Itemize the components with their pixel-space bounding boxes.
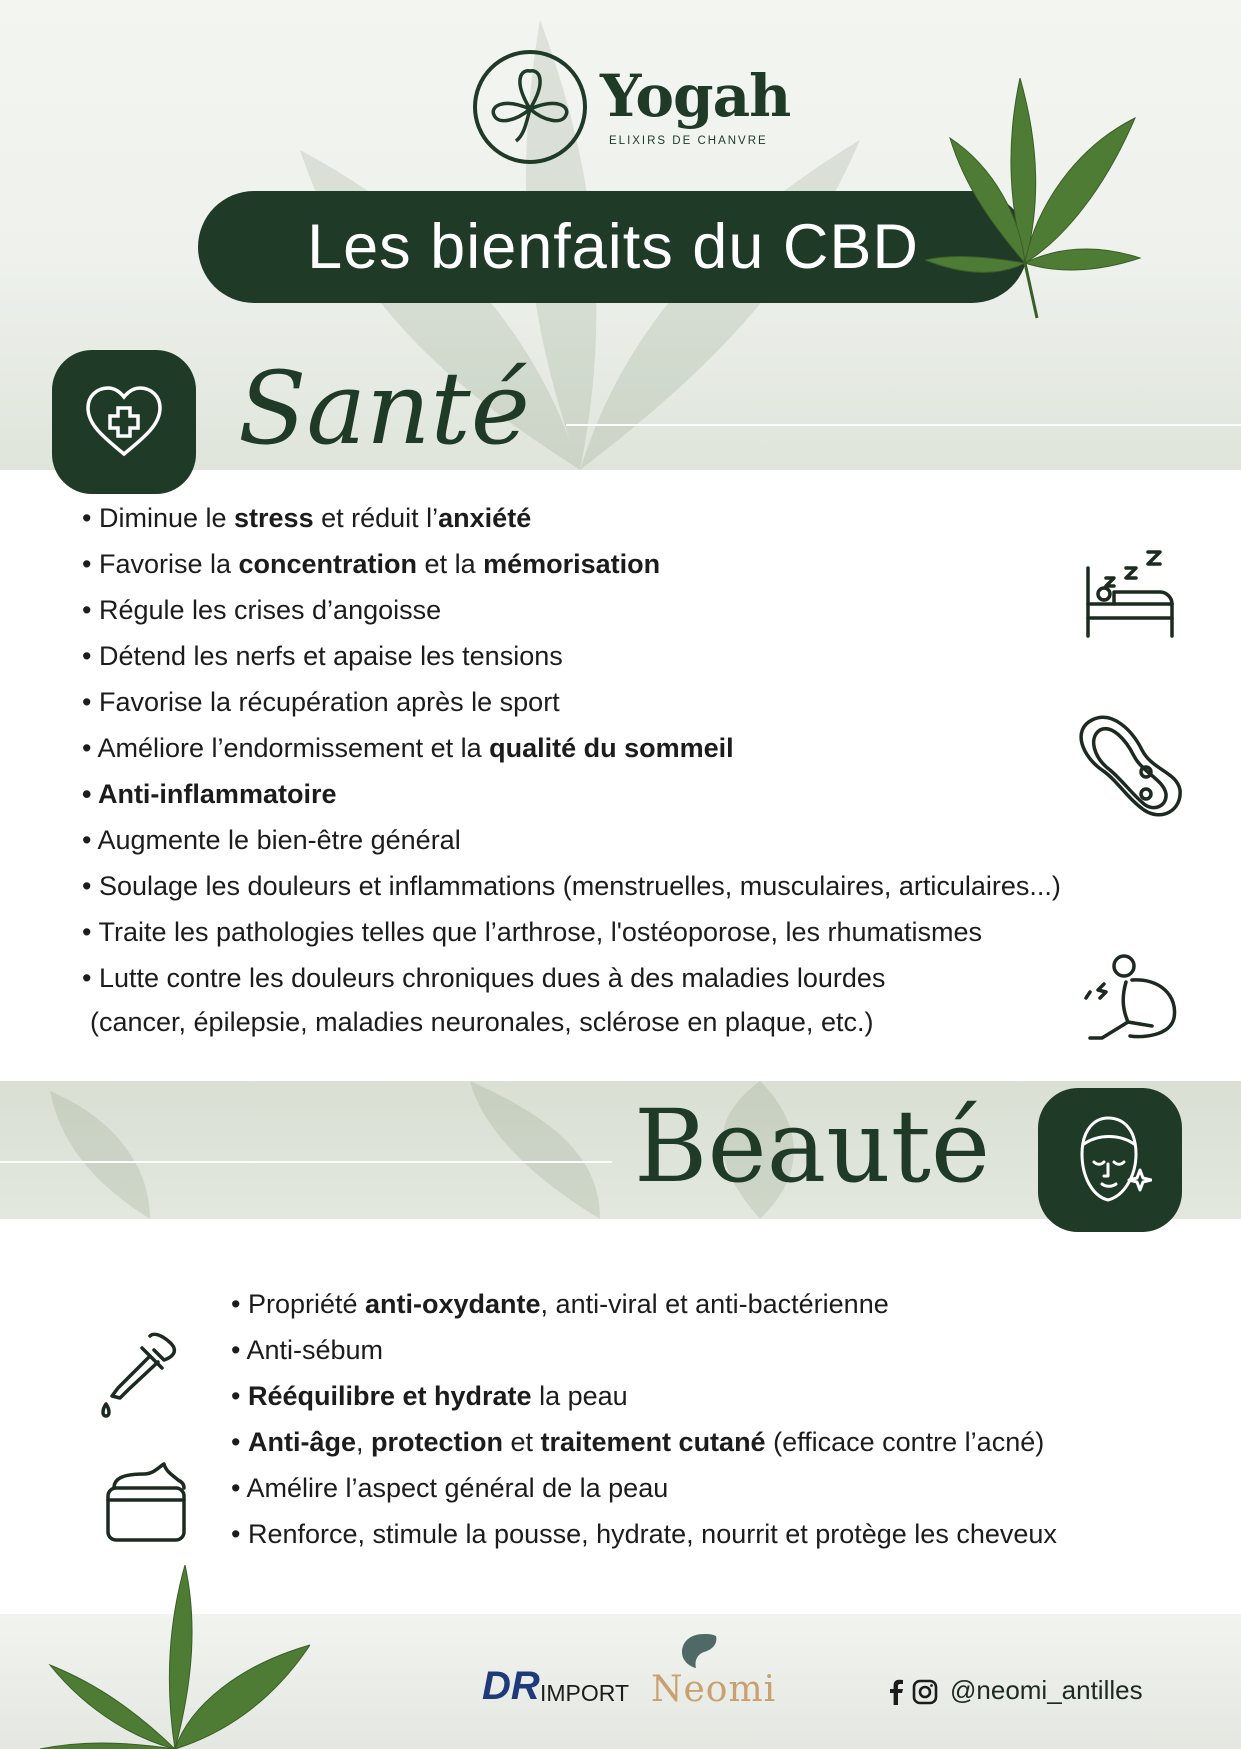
list-item-text: la peau (531, 1381, 628, 1411)
social-handle[interactable]: @neomi_antilles (950, 1675, 1143, 1705)
list-item-text: • Amélire l’aspect général de la peau (231, 1473, 669, 1503)
list-item-text: qualité du sommeil (489, 733, 734, 763)
list-item-text: • Traite les pathologies telles que l’arthrose, l'ostéoporose, les rhumatismes (82, 917, 983, 947)
list-item-text: • Anti-inflammatoire (82, 779, 337, 809)
beaute-divider (0, 1161, 612, 1163)
yogah-logo-icon (472, 49, 588, 165)
sleep-bed-icon (1082, 548, 1178, 638)
list-item-text: protection (370, 1427, 503, 1457)
sanitary-pad-icon (1072, 710, 1184, 822)
list-item (82, 863, 1061, 909)
list-item (231, 1465, 1057, 1511)
list-item-text: mémorisation (483, 549, 661, 579)
sante-divider (566, 424, 1241, 426)
list-item-text: • Améliore l’endormissement et la (82, 733, 490, 763)
neomi-logo-text: Neomi (651, 1669, 777, 1710)
facebook-icon[interactable] (888, 1679, 904, 1705)
list-item-text: • Lutte contre les douleurs chroniques dues à des maladies lourdes (82, 963, 886, 993)
list-item-text: et réduit l’ (313, 503, 439, 533)
list-item-text: anxiété (438, 503, 532, 533)
list-item-text: • (231, 1427, 248, 1457)
heart-plus-icon (82, 380, 166, 464)
list-item-text: concentration (238, 549, 418, 579)
list-item (231, 1511, 1057, 1557)
list-item (82, 909, 1061, 955)
footer-cannabis-leaf-icon (40, 1565, 310, 1749)
page-title: Les bienfaits du CBD (307, 212, 919, 282)
list-item-text: • Détend les nerfs et apaise les tensions (82, 641, 563, 671)
list-item-text: et (502, 1427, 541, 1457)
neomi-logo-icon (678, 1630, 724, 1670)
list-item (82, 955, 1061, 1001)
brand-name: Yogah (600, 62, 791, 130)
list-item-text: stress (234, 503, 314, 533)
brand-tagline: ELIXIRS DE CHANVRE (609, 135, 768, 147)
list-item-text: • Diminue le (82, 503, 235, 533)
list-item-text: (efficace contre l’acné) (765, 1427, 1045, 1457)
dr-import-logo-import: IMPORT (540, 1680, 630, 1706)
list-item-text: traitement cutané (540, 1427, 766, 1457)
list-item (231, 1419, 1057, 1465)
sante-heading: Santé (238, 350, 530, 467)
cream-jar-icon (104, 1460, 188, 1544)
cannabis-leaf-icon (925, 78, 1145, 323)
dropper-icon (98, 1330, 180, 1418)
list-item (231, 1281, 1057, 1327)
list-item-text: , anti-viral et anti-bactérienne (540, 1289, 889, 1319)
list-item-text: • Augmente le bien-être général (82, 825, 461, 855)
list-item-text: • Régule les crises d’angoisse (82, 595, 442, 625)
list-item-text: • Soulage les douleurs et inflammations (menstruelles, musculaires, articulaires...) (82, 871, 1061, 901)
sante-benefits-list (82, 495, 1061, 1001)
list-item (82, 633, 1061, 679)
list-item-text: • Anti-sébum (231, 1335, 384, 1365)
beaute-heading: Beauté (634, 1088, 991, 1205)
list-item (82, 541, 1061, 587)
list-item (82, 679, 1061, 725)
list-item-text: • Propriété (231, 1289, 366, 1319)
instagram-icon[interactable] (912, 1679, 938, 1705)
list-item-text: • Favorise la (82, 549, 239, 579)
face-care-icon (1068, 1114, 1152, 1206)
list-item (82, 817, 1061, 863)
list-item (82, 587, 1061, 633)
list-item-text: , (355, 1427, 371, 1457)
list-item-text: • Favorise la récupération après le sport (82, 687, 560, 717)
list-item-text: anti-oxydante (365, 1289, 541, 1319)
list-item (231, 1327, 1057, 1373)
beaute-benefits-list (231, 1281, 1057, 1557)
list-item (82, 495, 1061, 541)
list-item (82, 725, 1061, 771)
list-item (231, 1373, 1057, 1419)
list-item-text: • (231, 1381, 248, 1411)
list-item-text: Rééquilibre et hydrate (247, 1381, 532, 1411)
list-item-text: Anti-âge (247, 1427, 356, 1457)
dr-import-logo-dr: DR (482, 1664, 540, 1708)
list-item (82, 771, 1061, 817)
pain-person-icon (1082, 952, 1180, 1042)
list-item-text: et la (417, 549, 484, 579)
sante-list-continuation: (cancer, épilepsie, maladies neuronales, sclérose en plaque, etc.) (90, 1007, 874, 1037)
list-item-text: • Renforce, stimule la pousse, hydrate, nourrit et protège les cheveux (231, 1519, 1057, 1549)
